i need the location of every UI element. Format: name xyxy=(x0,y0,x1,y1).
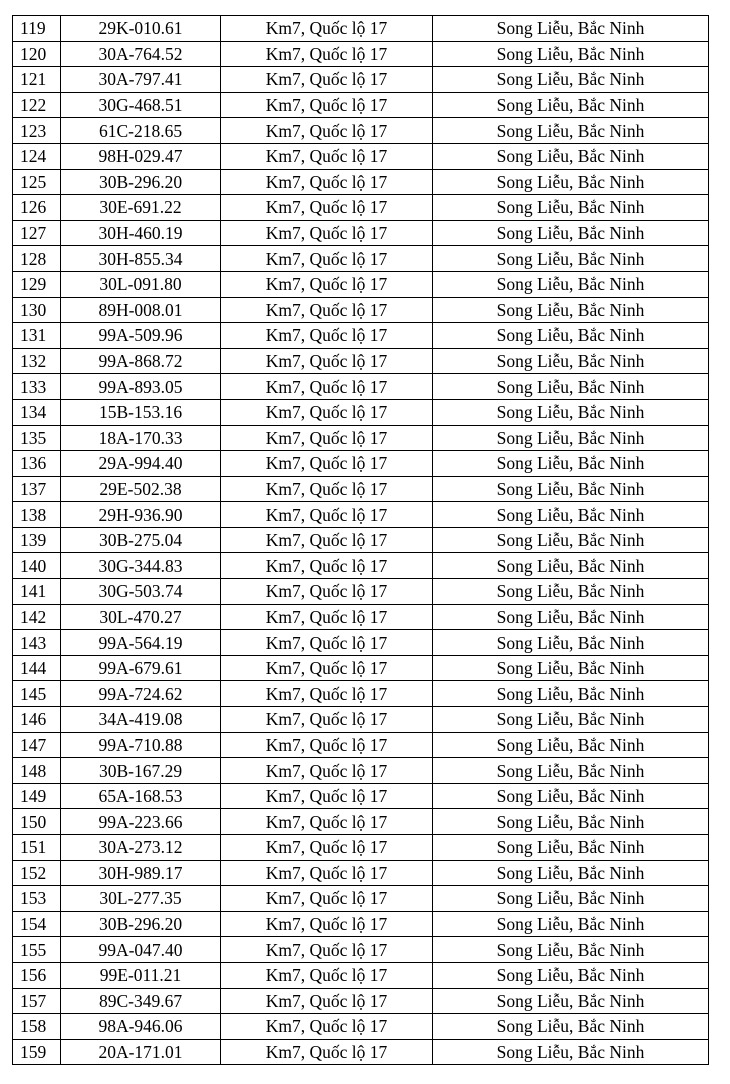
area-cell: Song Liễu, Bắc Ninh xyxy=(433,195,709,221)
row-number-cell: 159 xyxy=(13,1039,61,1065)
license-plate-cell: 30A-273.12 xyxy=(61,835,221,861)
area-cell: Song Liễu, Bắc Ninh xyxy=(433,220,709,246)
row-number-cell: 136 xyxy=(13,451,61,477)
row-number-cell: 138 xyxy=(13,502,61,528)
row-number-cell: 153 xyxy=(13,886,61,912)
violation-location-cell: Km7, Quốc lộ 17 xyxy=(221,962,433,988)
area-cell: Song Liễu, Bắc Ninh xyxy=(433,630,709,656)
row-number-cell: 147 xyxy=(13,732,61,758)
area-cell: Song Liễu, Bắc Ninh xyxy=(433,476,709,502)
row-number-cell: 131 xyxy=(13,323,61,349)
row-number-cell: 150 xyxy=(13,809,61,835)
area-cell: Song Liễu, Bắc Ninh xyxy=(433,323,709,349)
table-row xyxy=(13,527,709,553)
row-number-cell: 128 xyxy=(13,246,61,272)
row-number-cell: 120 xyxy=(13,41,61,67)
area-cell: Song Liễu, Bắc Ninh xyxy=(433,809,709,835)
violation-location-cell: Km7, Quốc lộ 17 xyxy=(221,118,433,144)
violation-location-cell: Km7, Quốc lộ 17 xyxy=(221,835,433,861)
violation-location-cell: Km7, Quốc lộ 17 xyxy=(221,579,433,605)
license-plate-cell: 30G-503.74 xyxy=(61,579,221,605)
violation-location-cell: Km7, Quốc lộ 17 xyxy=(221,271,433,297)
row-number-cell: 124 xyxy=(13,143,61,169)
license-plate-cell: 30E-691.22 xyxy=(61,195,221,221)
license-plate-cell: 61C-218.65 xyxy=(61,118,221,144)
area-cell: Song Liễu, Bắc Ninh xyxy=(433,246,709,272)
violation-location-cell: Km7, Quốc lộ 17 xyxy=(221,681,433,707)
row-number-cell: 134 xyxy=(13,399,61,425)
area-cell: Song Liễu, Bắc Ninh xyxy=(433,886,709,912)
area-cell: Song Liễu, Bắc Ninh xyxy=(433,118,709,144)
area-cell: Song Liễu, Bắc Ninh xyxy=(433,527,709,553)
area-cell: Song Liễu, Bắc Ninh xyxy=(433,348,709,374)
license-plate-cell: 99A-564.19 xyxy=(61,630,221,656)
license-plate-cell: 89C-349.67 xyxy=(61,988,221,1014)
license-plate-cell: 34A-419.08 xyxy=(61,707,221,733)
row-number-cell: 156 xyxy=(13,962,61,988)
violation-location-cell: Km7, Quốc lộ 17 xyxy=(221,451,433,477)
row-number-cell: 142 xyxy=(13,604,61,630)
table-row xyxy=(13,374,709,400)
area-cell: Song Liễu, Bắc Ninh xyxy=(433,271,709,297)
row-number-cell: 149 xyxy=(13,783,61,809)
area-cell: Song Liễu, Bắc Ninh xyxy=(433,297,709,323)
violation-location-cell: Km7, Quốc lộ 17 xyxy=(221,92,433,118)
table-row xyxy=(13,886,709,912)
area-cell: Song Liễu, Bắc Ninh xyxy=(433,860,709,886)
row-number-cell: 158 xyxy=(13,1014,61,1040)
violation-location-cell: Km7, Quốc lộ 17 xyxy=(221,886,433,912)
row-number-cell: 146 xyxy=(13,707,61,733)
table-row xyxy=(13,1039,709,1065)
table-row xyxy=(13,169,709,195)
violation-location-cell: Km7, Quốc lộ 17 xyxy=(221,169,433,195)
row-number-cell: 140 xyxy=(13,553,61,579)
area-cell: Song Liễu, Bắc Ninh xyxy=(433,451,709,477)
violation-location-cell: Km7, Quốc lộ 17 xyxy=(221,195,433,221)
license-plate-cell: 30B-296.20 xyxy=(61,911,221,937)
table-row xyxy=(13,553,709,579)
license-plate-cell: 99A-868.72 xyxy=(61,348,221,374)
violation-location-cell: Km7, Quốc lộ 17 xyxy=(221,374,433,400)
license-plate-cell: 29A-994.40 xyxy=(61,451,221,477)
table-row xyxy=(13,579,709,605)
license-plate-cell: 30L-277.35 xyxy=(61,886,221,912)
license-plate-cell: 29K-010.61 xyxy=(61,16,221,42)
license-plate-cell: 30H-855.34 xyxy=(61,246,221,272)
table-row xyxy=(13,1014,709,1040)
table-row xyxy=(13,399,709,425)
area-cell: Song Liễu, Bắc Ninh xyxy=(433,553,709,579)
area-cell: Song Liễu, Bắc Ninh xyxy=(433,399,709,425)
row-number-cell: 148 xyxy=(13,758,61,784)
license-plate-cell: 15B-153.16 xyxy=(61,399,221,425)
license-plate-cell: 99E-011.21 xyxy=(61,962,221,988)
table-row xyxy=(13,860,709,886)
license-plate-cell: 99A-223.66 xyxy=(61,809,221,835)
area-cell: Song Liễu, Bắc Ninh xyxy=(433,911,709,937)
violation-location-cell: Km7, Quốc lộ 17 xyxy=(221,67,433,93)
row-number-cell: 154 xyxy=(13,911,61,937)
table-row xyxy=(13,323,709,349)
license-plate-cell: 30B-296.20 xyxy=(61,169,221,195)
area-cell: Song Liễu, Bắc Ninh xyxy=(433,707,709,733)
table-row xyxy=(13,67,709,93)
license-plate-cell: 30H-989.17 xyxy=(61,860,221,886)
table-row xyxy=(13,783,709,809)
row-number-cell: 143 xyxy=(13,630,61,656)
table-row xyxy=(13,16,709,42)
table-row xyxy=(13,348,709,374)
row-number-cell: 122 xyxy=(13,92,61,118)
table-row xyxy=(13,246,709,272)
table-row xyxy=(13,297,709,323)
table-row xyxy=(13,630,709,656)
violation-location-cell: Km7, Quốc lộ 17 xyxy=(221,1014,433,1040)
table-row xyxy=(13,809,709,835)
table-row xyxy=(13,604,709,630)
row-number-cell: 137 xyxy=(13,476,61,502)
area-cell: Song Liễu, Bắc Ninh xyxy=(433,374,709,400)
license-plate-cell: 99A-724.62 xyxy=(61,681,221,707)
violation-location-cell: Km7, Quốc lộ 17 xyxy=(221,246,433,272)
row-number-cell: 151 xyxy=(13,835,61,861)
violation-location-cell: Km7, Quốc lộ 17 xyxy=(221,323,433,349)
area-cell: Song Liễu, Bắc Ninh xyxy=(433,604,709,630)
license-plate-cell: 99A-047.40 xyxy=(61,937,221,963)
license-plate-cell: 98H-029.47 xyxy=(61,143,221,169)
area-cell: Song Liễu, Bắc Ninh xyxy=(433,169,709,195)
row-number-cell: 144 xyxy=(13,655,61,681)
violation-location-cell: Km7, Quốc lộ 17 xyxy=(221,655,433,681)
license-plate-cell: 30H-460.19 xyxy=(61,220,221,246)
violation-location-cell: Km7, Quốc lộ 17 xyxy=(221,16,433,42)
license-plate-cell: 20A-171.01 xyxy=(61,1039,221,1065)
area-cell: Song Liễu, Bắc Ninh xyxy=(433,502,709,528)
violation-location-cell: Km7, Quốc lộ 17 xyxy=(221,41,433,67)
row-number-cell: 123 xyxy=(13,118,61,144)
row-number-cell: 121 xyxy=(13,67,61,93)
license-plate-cell: 98A-946.06 xyxy=(61,1014,221,1040)
license-plate-cell: 29E-502.38 xyxy=(61,476,221,502)
license-plate-cell: 30G-344.83 xyxy=(61,553,221,579)
area-cell: Song Liễu, Bắc Ninh xyxy=(433,758,709,784)
violation-location-cell: Km7, Quốc lộ 17 xyxy=(221,860,433,886)
violation-location-cell: Km7, Quốc lộ 17 xyxy=(221,476,433,502)
row-number-cell: 130 xyxy=(13,297,61,323)
license-plate-cell: 30B-275.04 xyxy=(61,527,221,553)
table-row xyxy=(13,502,709,528)
violation-location-cell: Km7, Quốc lộ 17 xyxy=(221,297,433,323)
table-row xyxy=(13,195,709,221)
row-number-cell: 126 xyxy=(13,195,61,221)
violation-location-cell: Km7, Quốc lộ 17 xyxy=(221,348,433,374)
area-cell: Song Liễu, Bắc Ninh xyxy=(433,1014,709,1040)
violation-location-cell: Km7, Quốc lộ 17 xyxy=(221,783,433,809)
license-plate-cell: 99A-893.05 xyxy=(61,374,221,400)
area-cell: Song Liễu, Bắc Ninh xyxy=(433,681,709,707)
license-plate-cell: 30L-470.27 xyxy=(61,604,221,630)
table-row xyxy=(13,425,709,451)
table-row xyxy=(13,271,709,297)
violation-location-cell: Km7, Quốc lộ 17 xyxy=(221,502,433,528)
table-row xyxy=(13,911,709,937)
area-cell: Song Liễu, Bắc Ninh xyxy=(433,16,709,42)
row-number-cell: 155 xyxy=(13,937,61,963)
row-number-cell: 119 xyxy=(13,16,61,42)
table-row xyxy=(13,707,709,733)
area-cell: Song Liễu, Bắc Ninh xyxy=(433,41,709,67)
violation-location-cell: Km7, Quốc lộ 17 xyxy=(221,707,433,733)
violation-table xyxy=(12,15,709,1065)
violation-location-cell: Km7, Quốc lộ 17 xyxy=(221,988,433,1014)
table-row xyxy=(13,758,709,784)
license-plate-cell: 99A-679.61 xyxy=(61,655,221,681)
row-number-cell: 127 xyxy=(13,220,61,246)
license-plate-cell: 99A-509.96 xyxy=(61,323,221,349)
license-plate-cell: 65A-168.53 xyxy=(61,783,221,809)
table-row xyxy=(13,937,709,963)
row-number-cell: 129 xyxy=(13,271,61,297)
row-number-cell: 152 xyxy=(13,860,61,886)
violation-location-cell: Km7, Quốc lộ 17 xyxy=(221,732,433,758)
table-row xyxy=(13,92,709,118)
table-row xyxy=(13,220,709,246)
table-row xyxy=(13,655,709,681)
license-plate-cell: 30L-091.80 xyxy=(61,271,221,297)
row-number-cell: 141 xyxy=(13,579,61,605)
violation-location-cell: Km7, Quốc lộ 17 xyxy=(221,937,433,963)
violation-location-cell: Km7, Quốc lộ 17 xyxy=(221,809,433,835)
table-row xyxy=(13,451,709,477)
license-plate-cell: 18A-170.33 xyxy=(61,425,221,451)
row-number-cell: 132 xyxy=(13,348,61,374)
table-row xyxy=(13,118,709,144)
area-cell: Song Liễu, Bắc Ninh xyxy=(433,783,709,809)
violation-location-cell: Km7, Quốc lộ 17 xyxy=(221,425,433,451)
area-cell: Song Liễu, Bắc Ninh xyxy=(433,67,709,93)
table-row xyxy=(13,835,709,861)
table-row xyxy=(13,988,709,1014)
row-number-cell: 139 xyxy=(13,527,61,553)
area-cell: Song Liễu, Bắc Ninh xyxy=(433,988,709,1014)
license-plate-cell: 99A-710.88 xyxy=(61,732,221,758)
table-row xyxy=(13,143,709,169)
row-number-cell: 135 xyxy=(13,425,61,451)
violation-location-cell: Km7, Quốc lộ 17 xyxy=(221,604,433,630)
area-cell: Song Liễu, Bắc Ninh xyxy=(433,962,709,988)
table-row xyxy=(13,681,709,707)
violation-location-cell: Km7, Quốc lộ 17 xyxy=(221,143,433,169)
area-cell: Song Liễu, Bắc Ninh xyxy=(433,655,709,681)
violation-location-cell: Km7, Quốc lộ 17 xyxy=(221,630,433,656)
license-plate-cell: 29H-936.90 xyxy=(61,502,221,528)
license-plate-cell: 89H-008.01 xyxy=(61,297,221,323)
table-row xyxy=(13,41,709,67)
violation-location-cell: Km7, Quốc lộ 17 xyxy=(221,1039,433,1065)
violation-location-cell: Km7, Quốc lộ 17 xyxy=(221,527,433,553)
area-cell: Song Liễu, Bắc Ninh xyxy=(433,1039,709,1065)
license-plate-cell: 30B-167.29 xyxy=(61,758,221,784)
license-plate-cell: 30G-468.51 xyxy=(61,92,221,118)
license-plate-cell: 30A-797.41 xyxy=(61,67,221,93)
violation-location-cell: Km7, Quốc lộ 17 xyxy=(221,758,433,784)
area-cell: Song Liễu, Bắc Ninh xyxy=(433,937,709,963)
license-plate-cell: 30A-764.52 xyxy=(61,41,221,67)
violation-location-cell: Km7, Quốc lộ 17 xyxy=(221,220,433,246)
table-row xyxy=(13,732,709,758)
row-number-cell: 145 xyxy=(13,681,61,707)
area-cell: Song Liễu, Bắc Ninh xyxy=(433,835,709,861)
table-row xyxy=(13,962,709,988)
violation-location-cell: Km7, Quốc lộ 17 xyxy=(221,553,433,579)
table-body xyxy=(13,16,709,1065)
violation-location-cell: Km7, Quốc lộ 17 xyxy=(221,911,433,937)
row-number-cell: 157 xyxy=(13,988,61,1014)
area-cell: Song Liễu, Bắc Ninh xyxy=(433,732,709,758)
area-cell: Song Liễu, Bắc Ninh xyxy=(433,143,709,169)
area-cell: Song Liễu, Bắc Ninh xyxy=(433,425,709,451)
area-cell: Song Liễu, Bắc Ninh xyxy=(433,579,709,605)
violation-location-cell: Km7, Quốc lộ 17 xyxy=(221,399,433,425)
row-number-cell: 133 xyxy=(13,374,61,400)
area-cell: Song Liễu, Bắc Ninh xyxy=(433,92,709,118)
table-row xyxy=(13,476,709,502)
row-number-cell: 125 xyxy=(13,169,61,195)
